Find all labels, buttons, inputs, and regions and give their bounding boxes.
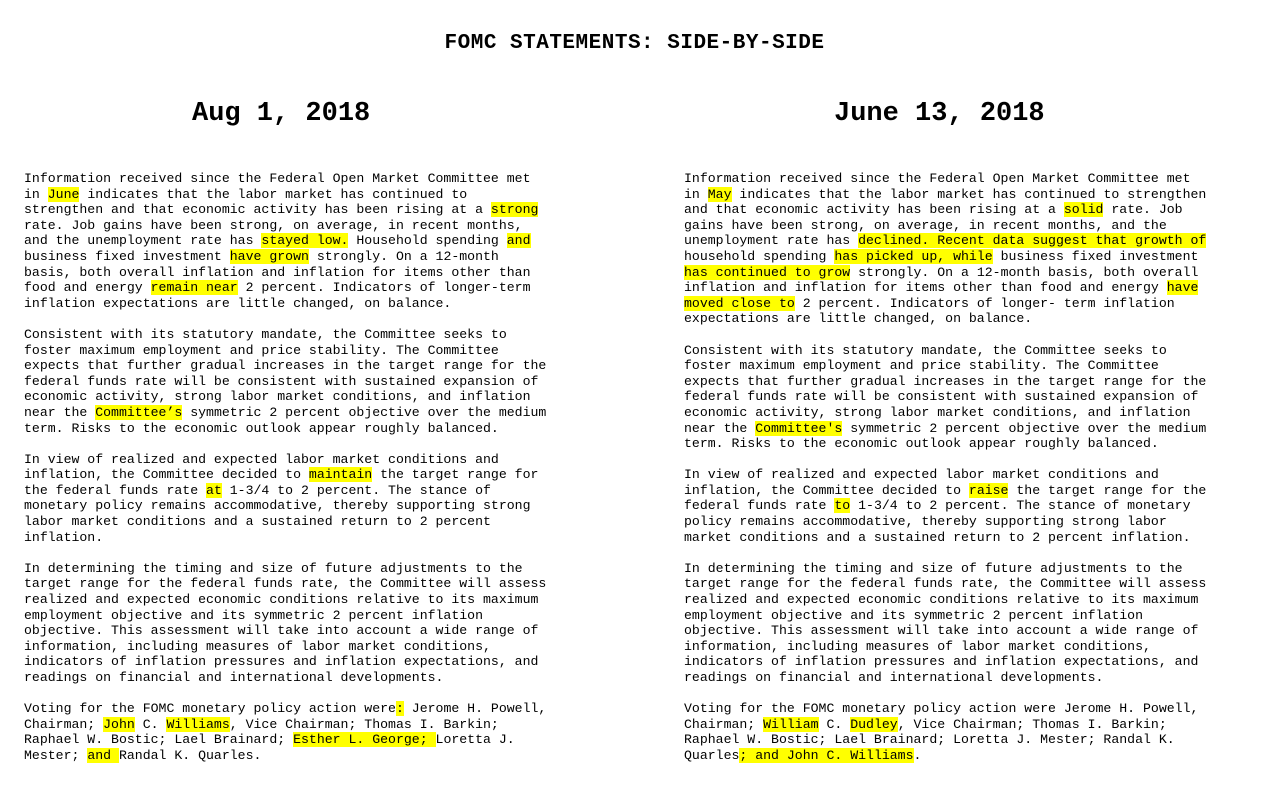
highlighted-change: Dudley xyxy=(850,716,898,732)
text-line xyxy=(684,374,1244,390)
statement-body xyxy=(684,171,1244,764)
text-segment: federal funds rate will be consistent with sustained expansion of xyxy=(24,373,539,389)
text-segment: inflation and inflation for items other than food and energy xyxy=(684,280,1167,296)
text-segment: Household spending xyxy=(348,233,507,249)
text-segment: symmetric 2 percent objective over the medium xyxy=(842,420,1207,436)
text-line xyxy=(684,358,1244,374)
text-segment: indicators of inflation pressures and inflation expectations, and xyxy=(684,654,1199,670)
text-segment: indicates that the labor market has continued to strengthen xyxy=(731,186,1207,202)
text-segment: readings on financial and international developments. xyxy=(684,670,1104,685)
text-segment: objective. This assessment will take into account a wide range of xyxy=(684,623,1199,639)
text-line xyxy=(24,218,584,234)
text-segment: federal funds rate xyxy=(684,498,835,514)
text-line xyxy=(24,202,584,218)
highlighted-change: and xyxy=(87,747,119,763)
text-line xyxy=(684,311,1244,327)
text-line xyxy=(24,249,584,265)
text-segment: readings on financial and international developments. xyxy=(24,670,444,685)
text-line xyxy=(684,233,1244,249)
text-segment: the target range for xyxy=(372,467,539,483)
text-line xyxy=(24,701,584,717)
highlighted-change: William xyxy=(763,716,819,732)
text-line xyxy=(684,561,1244,577)
text-segment: Jerome H. Powell, xyxy=(403,701,547,717)
highlighted-change: solid xyxy=(1063,202,1104,218)
text-line xyxy=(24,452,584,468)
text-line xyxy=(684,343,1244,359)
text-line xyxy=(684,467,1244,483)
text-segment: foster maximum employment and price stability. The Committee xyxy=(684,358,1159,374)
text-line xyxy=(24,171,584,187)
text-segment: Loretta J. xyxy=(435,732,515,748)
highlighted-change: John xyxy=(103,716,135,732)
text-line xyxy=(24,748,584,764)
highlighted-change: have grown xyxy=(229,248,309,264)
text-segment: inflation, the Committee decided to xyxy=(24,467,309,483)
text-segment: the federal funds rate xyxy=(24,482,207,498)
text-line xyxy=(24,483,584,499)
text-segment: target range for the federal funds rate, the Committee will assess xyxy=(684,576,1207,592)
text-line xyxy=(24,405,584,421)
text-segment: Raphael W. Bostic; Lael Brainard; xyxy=(24,732,294,748)
text-segment: in xyxy=(684,186,708,202)
statement-column-aug-2018 xyxy=(24,96,584,779)
text-segment: economic activity, strong labor market conditions, and inflation xyxy=(24,389,531,405)
text-line xyxy=(684,592,1244,608)
text-line xyxy=(684,623,1244,639)
text-segment: Voting for the FOMC monetary policy action were xyxy=(24,701,396,717)
text-segment: unemployment rate has xyxy=(684,233,859,249)
text-line xyxy=(684,171,1244,187)
text-segment: foster maximum employment and price stability. The Committee xyxy=(24,342,499,358)
text-segment: C. xyxy=(134,716,167,732)
text-line xyxy=(684,701,1244,717)
text-segment: near the xyxy=(684,420,756,436)
highlighted-change: strong xyxy=(490,202,539,218)
text-line xyxy=(684,498,1244,514)
text-segment: 2 percent. Indicators of longer-term xyxy=(237,280,531,296)
text-segment: indicates that the labor market has continued to xyxy=(79,186,468,202)
text-line xyxy=(24,608,584,624)
text-line xyxy=(24,187,584,203)
text-segment: 1-3/4 to 2 percent. The stance of monetary xyxy=(850,498,1191,514)
text-line xyxy=(684,202,1244,218)
highlighted-change: Committee’s xyxy=(95,404,183,420)
text-segment: labor market conditions and a sustained return to 2 percent xyxy=(24,514,491,530)
text-segment: rate. Job gains have been strong, on average, in recent months, xyxy=(24,217,523,233)
text-line xyxy=(24,732,584,748)
text-segment: expects that further gradual increases in the target range for the xyxy=(24,358,547,374)
text-segment: , Vice Chairman; Thomas I. Barkin; xyxy=(897,716,1167,732)
text-line xyxy=(684,639,1244,655)
text-segment: information, including measures of labor market conditions, xyxy=(684,638,1151,654)
text-line xyxy=(684,436,1244,452)
text-segment: strongly. On a 12-month xyxy=(308,248,499,264)
highlighted-change: : xyxy=(395,701,404,717)
text-line xyxy=(24,358,584,374)
text-segment: market conditions and a sustained return to 2 percent inflation. xyxy=(684,529,1191,545)
text-segment: In determining the timing and size of future adjustments to the xyxy=(684,560,1183,576)
text-line xyxy=(684,732,1244,748)
text-segment: employment objective and its symmetric 2 percent inflation xyxy=(24,607,483,623)
text-segment: rate. Job xyxy=(1103,202,1183,218)
text-line xyxy=(684,530,1244,546)
text-line xyxy=(684,514,1244,530)
text-segment: Consistent with its statutory mandate, the Committee seeks to xyxy=(24,326,507,342)
statement-paragraph xyxy=(684,343,1244,452)
statement-paragraph xyxy=(24,327,584,436)
highlighted-change: June xyxy=(47,186,80,202)
highlighted-change: stayed low. xyxy=(261,233,349,249)
text-line xyxy=(24,530,584,546)
text-line xyxy=(24,592,584,608)
text-segment: . xyxy=(913,747,922,763)
text-segment: 1-3/4 to 2 percent. The stance of xyxy=(221,482,491,498)
text-segment: symmetric 2 percent objective over the medium xyxy=(182,404,547,420)
text-line xyxy=(24,296,584,312)
text-line xyxy=(24,421,584,437)
text-line xyxy=(684,389,1244,405)
text-line xyxy=(24,265,584,281)
text-segment: policy remains accommodative, thereby supporting strong labor xyxy=(684,514,1167,530)
text-segment: monetary policy remains accommodative, thereby supporting strong xyxy=(24,498,531,514)
text-segment: Consistent with its statutory mandate, the Committee seeks to xyxy=(684,342,1167,358)
text-segment: inflation expectations are little changed, on balance. xyxy=(24,295,452,311)
text-segment: , Vice Chairman; Thomas I. Barkin; xyxy=(229,716,499,732)
text-segment: business fixed investment xyxy=(24,248,230,264)
text-segment: basis, both overall inflation and inflation for items other than xyxy=(24,264,531,280)
text-line xyxy=(24,327,584,343)
text-segment: term. Risks to the economic outlook appear roughly balanced. xyxy=(684,436,1159,452)
text-line xyxy=(684,576,1244,592)
text-segment: target range for the federal funds rate, the Committee will assess xyxy=(24,576,547,592)
text-line xyxy=(684,608,1244,624)
statement-paragraph xyxy=(684,467,1244,545)
text-segment: Voting for the FOMC monetary policy action were Jerome H. Powell, xyxy=(684,701,1199,717)
text-line xyxy=(24,280,584,296)
text-segment: inflation. xyxy=(24,529,104,545)
text-segment: realized and expected economic conditions relative to its maximum xyxy=(24,592,539,608)
text-line xyxy=(24,670,584,686)
highlighted-change: declined. Recent data suggest that growth of xyxy=(858,233,1207,249)
text-segment: economic activity, strong labor market conditions, and inflation xyxy=(684,404,1191,420)
text-line xyxy=(684,421,1244,437)
text-line xyxy=(24,654,584,670)
text-segment: Quarles xyxy=(684,747,740,763)
text-segment: strongly. On a 12-month basis, both overall xyxy=(850,264,1199,280)
text-segment: In view of realized and expected labor market conditions and xyxy=(24,451,499,467)
text-segment: federal funds rate will be consistent with sustained expansion of xyxy=(684,389,1199,405)
statement-body xyxy=(24,171,584,764)
text-line xyxy=(684,405,1244,421)
text-segment: indicators of inflation pressures and inflation expectations, and xyxy=(24,654,539,670)
text-line xyxy=(24,233,584,249)
statement-paragraph xyxy=(684,171,1244,327)
text-segment: Chairman; xyxy=(684,716,764,732)
text-line xyxy=(24,576,584,592)
text-line xyxy=(24,561,584,577)
statement-paragraph xyxy=(24,561,584,686)
text-segment: objective. This assessment will take into account a wide range of xyxy=(24,623,539,639)
highlighted-change: remain near xyxy=(150,280,238,296)
text-segment: in xyxy=(24,186,48,202)
statement-date: Aug 1, 2018 xyxy=(192,99,371,129)
text-segment: inflation, the Committee decided to xyxy=(684,482,969,498)
text-line xyxy=(24,343,584,359)
text-line xyxy=(24,639,584,655)
highlighted-change: has continued to grow xyxy=(684,264,851,280)
text-line xyxy=(24,623,584,639)
highlighted-change: and xyxy=(506,233,531,249)
text-segment: In determining the timing and size of future adjustments to the xyxy=(24,560,523,576)
text-segment: Information received since the Federal Open Market Committee met xyxy=(24,171,531,186)
highlighted-change: Esther L. George; xyxy=(293,732,436,748)
text-line xyxy=(684,654,1244,670)
text-segment: and that economic activity has been rising at a xyxy=(684,202,1064,218)
text-line xyxy=(684,483,1244,499)
text-line xyxy=(24,717,584,733)
text-segment: realized and expected economic conditions relative to its maximum xyxy=(684,592,1199,608)
text-segment: Chairman; xyxy=(24,716,104,732)
highlighted-change: Committee's xyxy=(755,420,843,436)
text-line xyxy=(684,296,1244,312)
statement-paragraph xyxy=(24,701,584,763)
page-title: FOMC STATEMENTS: SIDE-BY-SIDE xyxy=(444,32,825,55)
text-segment: food and energy xyxy=(24,280,151,296)
text-line xyxy=(684,670,1244,686)
text-segment: Raphael W. Bostic; Lael Brainard; Loretta J. Mester; Randal K. xyxy=(684,732,1175,748)
text-line xyxy=(24,467,584,483)
text-segment: gains have been strong, on average, in recent months, and the xyxy=(684,217,1167,233)
text-line xyxy=(684,280,1244,296)
highlighted-change: has picked up, while xyxy=(834,248,993,264)
text-segment: business fixed investment xyxy=(992,248,1199,264)
text-segment: and the unemployment rate has xyxy=(24,233,262,249)
statement-date: June 13, 2018 xyxy=(834,99,1045,129)
statement-paragraph xyxy=(24,452,584,546)
text-segment: C. xyxy=(818,716,851,732)
text-segment: 2 percent. Indicators of longer- term inflation xyxy=(794,295,1175,311)
text-segment: In view of realized and expected labor market conditions and xyxy=(684,467,1159,483)
text-line xyxy=(684,748,1244,764)
statement-paragraph xyxy=(24,171,584,311)
statement-paragraph xyxy=(684,561,1244,686)
highlighted-change: maintain xyxy=(308,467,373,483)
text-line xyxy=(684,187,1244,203)
text-segment: Information received since the Federal Open Market Committee met xyxy=(684,171,1191,186)
highlighted-change: moved close to xyxy=(684,295,795,311)
text-segment: near the xyxy=(24,404,96,420)
text-segment: employment objective and its symmetric 2 percent inflation xyxy=(684,607,1143,623)
highlighted-change: Williams xyxy=(166,716,230,732)
text-segment: expects that further gradual increases in the target range for the xyxy=(684,373,1207,389)
text-segment: information, including measures of labor market conditions, xyxy=(24,638,491,654)
text-segment: Randal K. Quarles. xyxy=(118,747,262,763)
highlighted-change: have xyxy=(1166,280,1199,296)
text-line xyxy=(24,374,584,390)
text-line xyxy=(684,249,1244,265)
text-line xyxy=(684,265,1244,281)
text-segment: expectations are little changed, on balance. xyxy=(684,311,1033,327)
text-line xyxy=(24,514,584,530)
text-line xyxy=(684,218,1244,234)
text-segment: household spending xyxy=(684,248,835,264)
highlighted-change: to xyxy=(834,498,851,514)
highlighted-change: at xyxy=(206,482,222,498)
statement-column-june-2018 xyxy=(684,96,1244,779)
text-line xyxy=(24,389,584,405)
highlighted-change: May xyxy=(707,186,732,202)
text-line xyxy=(24,498,584,514)
text-segment: the target range for the xyxy=(1008,482,1207,498)
highlighted-change: ; and John C. Williams xyxy=(739,747,914,763)
text-segment: strengthen and that economic activity has been rising at a xyxy=(24,202,491,218)
highlighted-change: raise xyxy=(968,482,1009,498)
statement-paragraph xyxy=(684,701,1244,763)
text-line xyxy=(684,717,1244,733)
text-segment: term. Risks to the economic outlook appear roughly balanced. xyxy=(24,420,499,436)
text-segment: Mester; xyxy=(24,747,88,763)
